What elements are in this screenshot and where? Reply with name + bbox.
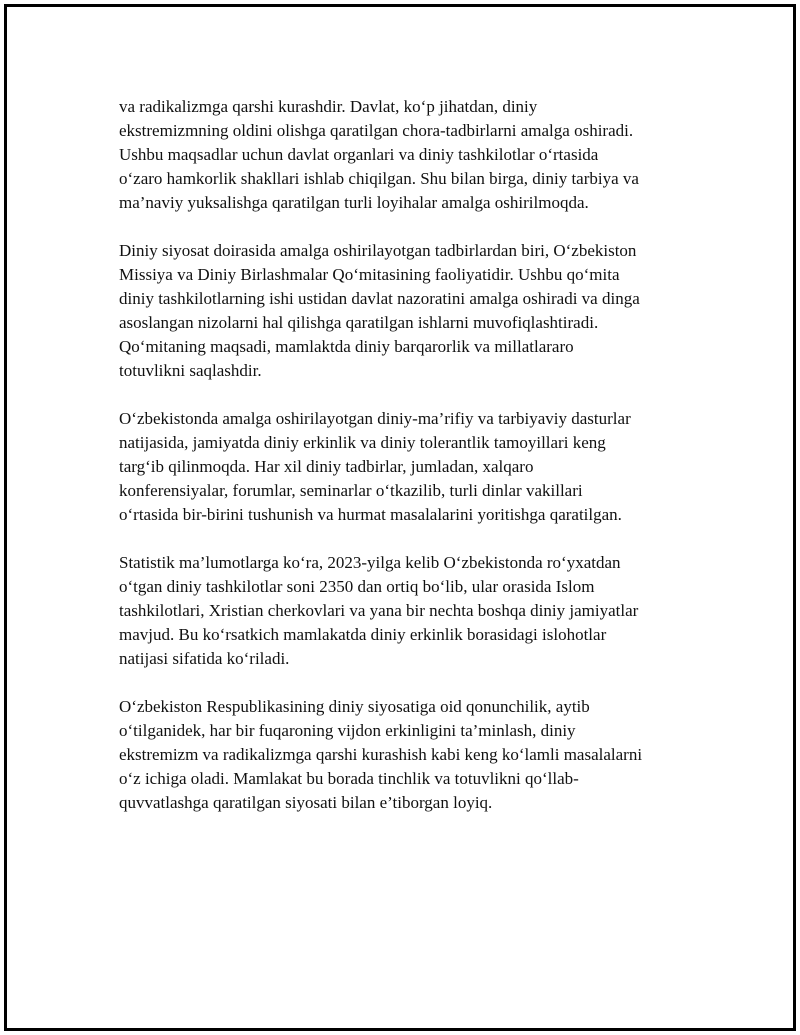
text-line: O‘zbekiston Respublikasining diniy siyosatiga oid qonunchilik, aytib: [119, 697, 590, 716]
text-line: o‘tilganidek, har bir fuqaroning vijdon erkinligini ta’minlash, diniy: [119, 721, 576, 740]
text-line: natijasi sifatida ko‘riladi.: [119, 649, 290, 668]
paragraph-3: [119, 407, 679, 527]
text-line: o‘tgan diniy tashkilotlar soni 2350 dan ortiq bo‘lib, ular orasida Islom: [119, 577, 595, 596]
paragraph-2: [119, 239, 679, 383]
text-line: ekstremizmning oldini olishga qaratilgan chora-tadbirlarni amalga oshiradi.: [119, 121, 634, 140]
paragraph-4: [119, 551, 679, 671]
text-line: Missiya va Diniy Birlashmalar Qo‘mitasining faoliyatidir. Ushbu qo‘mita: [119, 265, 620, 284]
text-line: tashkilotlari, Xristian cherkovlari va yana bir nechta boshqa diniy jamiyatlar: [119, 601, 639, 620]
text-line: Ushbu maqsadlar uchun davlat organlari va diniy tashkilotlar o‘rtasida: [119, 145, 599, 164]
page-frame: [4, 4, 796, 1031]
text-line: diniy tashkilotlarning ishi ustidan davlat nazoratini amalga oshiradi va dinga: [119, 289, 640, 308]
text-line: totuvlikni saqlashdir.: [119, 361, 262, 380]
text-line: targ‘ib qilinmoqda. Har xil diniy tadbirlar, jumladan, xalqaro: [119, 457, 534, 476]
text-line: Diniy siyosat doirasida amalga oshirilayotgan tadbirlardan biri, O‘zbekiston: [119, 241, 637, 260]
text-line: natijasida, jamiyatda diniy erkinlik va diniy tolerantlik tamoyillari keng: [119, 433, 606, 452]
text-line: ekstremizm va radikalizmga qarshi kurashish kabi keng ko‘lamli masalalarni: [119, 745, 643, 764]
text-line: ma’naviy yuksalishga qaratilgan turli loyihalar amalga oshirilmoqda.: [119, 193, 589, 212]
text-line: o‘z ichiga oladi. Mamlakat bu borada tinchlik va totuvlikni qo‘llab-: [119, 769, 579, 788]
text-line: mavjud. Bu ko‘rsatkich mamlakatda diniy erkinlik borasidagi islohotlar: [119, 625, 607, 644]
text-line: o‘rtasida bir-birini tushunish va hurmat masalalarini yoritishga qaratilgan.: [119, 505, 622, 524]
text-line: o‘zaro hamkorlik shakllari ishlab chiqilgan. Shu bilan birga, diniy tarbiya va: [119, 169, 639, 188]
paragraph-1: [119, 95, 679, 215]
text-line: asoslangan nizolarni hal qilishga qaratilgan ishlarni muvofiqlashtiradi.: [119, 313, 599, 332]
paragraph-5: [119, 695, 679, 815]
text-line: quvvatlashga qaratilgan siyosati bilan e’tiborgan loyiq.: [119, 793, 493, 812]
text-line: O‘zbekistonda amalga oshirilayotgan diniy-ma’rifiy va tarbiyaviy dasturlar: [119, 409, 631, 428]
document-body: [119, 95, 679, 839]
text-line: va radikalizmga qarshi kurashdir. Davlat, ko‘p jihatdan, diniy: [119, 97, 538, 116]
text-line: Statistik ma’lumotlarga ko‘ra, 2023-yilga kelib O‘zbekistonda ro‘yxatdan: [119, 553, 621, 572]
text-line: Qo‘mitaning maqsadi, mamlaktda diniy barqarorlik va millatlararo: [119, 337, 574, 356]
text-line: konferensiyalar, forumlar, seminarlar o‘tkazilib, turli dinlar vakillari: [119, 481, 583, 500]
